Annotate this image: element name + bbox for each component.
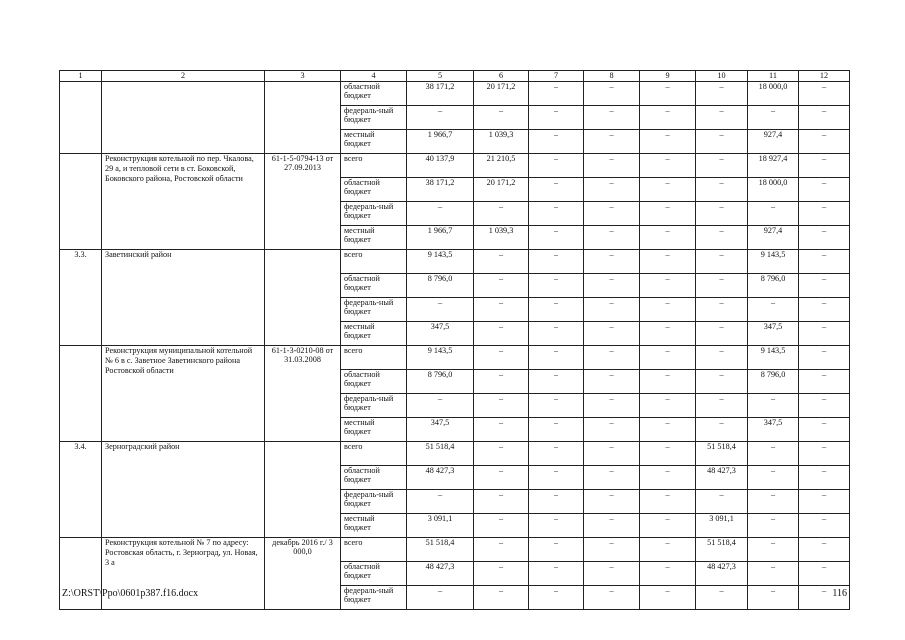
value-cell: – — [407, 394, 474, 418]
header-cell: 4 — [341, 71, 407, 82]
value-cell: – — [584, 130, 640, 154]
value-cell: – — [640, 322, 696, 346]
value-cell: – — [529, 226, 584, 250]
item-number-cell: 3.3. — [60, 250, 102, 346]
value-cell: 347,5 — [407, 322, 474, 346]
value-cell: – — [748, 394, 799, 418]
value-cell: – — [748, 106, 799, 130]
funding-source-cell: местный бюджет — [341, 514, 407, 538]
value-cell: 51 518,4 — [407, 538, 474, 562]
header-cell: 5 — [407, 71, 474, 82]
header-cell: 12 — [799, 71, 850, 82]
value-cell: 1 039,3 — [474, 130, 529, 154]
funding-source-cell: всего — [341, 346, 407, 370]
value-cell: – — [696, 82, 748, 106]
document-code-cell: декабрь 2016 г./ 3 000,0 — [265, 538, 341, 610]
funding-source-cell: всего — [341, 250, 407, 274]
value-cell: – — [474, 562, 529, 586]
value-cell: – — [799, 298, 850, 322]
value-cell: – — [696, 178, 748, 202]
header-cell: 7 — [529, 71, 584, 82]
value-cell: – — [799, 226, 850, 250]
value-cell: 1 039,3 — [474, 226, 529, 250]
value-cell: – — [529, 586, 584, 610]
value-cell: – — [640, 82, 696, 106]
value-cell: – — [640, 394, 696, 418]
value-cell: 9 143,5 — [407, 346, 474, 370]
value-cell: – — [640, 346, 696, 370]
object-name-cell: Зерноградский район — [102, 442, 265, 538]
value-cell: – — [584, 370, 640, 394]
header-cell: 1 — [60, 71, 102, 82]
value-cell: – — [696, 274, 748, 298]
value-cell: – — [529, 250, 584, 274]
value-cell: 3 091,1 — [696, 514, 748, 538]
value-cell: 20 171,2 — [474, 178, 529, 202]
funding-source-cell: местный бюджет — [341, 418, 407, 442]
funding-source-cell: всего — [341, 442, 407, 466]
value-cell: – — [696, 586, 748, 610]
value-cell: – — [799, 370, 850, 394]
value-cell: – — [748, 562, 799, 586]
value-cell: – — [474, 250, 529, 274]
value-cell: 347,5 — [748, 322, 799, 346]
value-cell: – — [696, 226, 748, 250]
funding-source-cell: всего — [341, 538, 407, 562]
value-cell: – — [799, 346, 850, 370]
value-cell: – — [799, 154, 850, 178]
value-cell: 1 966,7 — [407, 130, 474, 154]
value-cell: 9 143,5 — [748, 346, 799, 370]
value-cell: – — [696, 298, 748, 322]
value-cell: – — [696, 394, 748, 418]
value-cell: – — [529, 514, 584, 538]
value-cell: – — [640, 538, 696, 562]
value-cell: 51 518,4 — [696, 442, 748, 466]
value-cell: – — [529, 442, 584, 466]
value-cell: – — [799, 562, 850, 586]
value-cell: – — [799, 250, 850, 274]
value-cell: 38 171,2 — [407, 82, 474, 106]
funding-source-cell: федераль-ный бюджет — [341, 394, 407, 418]
object-name-cell: Заветинский район — [102, 250, 265, 346]
value-cell: – — [474, 274, 529, 298]
value-cell: 38 171,2 — [407, 178, 474, 202]
value-cell: – — [407, 202, 474, 226]
value-cell: 347,5 — [407, 418, 474, 442]
value-cell: – — [640, 202, 696, 226]
value-cell: – — [799, 178, 850, 202]
value-cell: – — [529, 82, 584, 106]
value-cell: 18 000,0 — [748, 82, 799, 106]
value-cell: 8 796,0 — [407, 370, 474, 394]
value-cell: – — [529, 274, 584, 298]
object-name-cell: Реконструкция котельной по пер. Чкалова, 29 а, и тепловой сети в ст. Боковской, Боковского района, Ростовской области — [102, 154, 265, 250]
funding-source-cell: областной бюджет — [341, 178, 407, 202]
value-cell: – — [474, 202, 529, 226]
value-cell: – — [640, 106, 696, 130]
object-name-cell: Реконструкция котельной № 7 по адресу: Ростовская область, г. Зерноград, ул. Новая, 3 а — [102, 538, 265, 610]
budget-table — [59, 70, 850, 610]
value-cell: – — [640, 562, 696, 586]
value-cell: – — [474, 322, 529, 346]
value-cell: – — [640, 154, 696, 178]
item-number-cell — [60, 82, 102, 154]
value-cell: – — [474, 394, 529, 418]
value-cell: – — [696, 346, 748, 370]
value-cell: – — [584, 82, 640, 106]
value-cell: – — [696, 322, 748, 346]
value-cell: 3 091,1 — [407, 514, 474, 538]
value-cell: – — [529, 466, 584, 490]
value-cell: – — [529, 538, 584, 562]
footer-file-path: Z:\ORST\Ppo\0601p387.f16.docx — [62, 588, 199, 599]
value-cell: – — [584, 490, 640, 514]
value-cell: 9 143,5 — [407, 250, 474, 274]
header-cell: 2 — [102, 71, 265, 82]
document-code-cell — [265, 82, 341, 154]
funding-source-cell: федераль-ный бюджет — [341, 298, 407, 322]
header-cell: 10 — [696, 71, 748, 82]
value-cell: – — [584, 418, 640, 442]
value-cell: – — [474, 106, 529, 130]
value-cell: – — [584, 274, 640, 298]
value-cell: – — [748, 586, 799, 610]
value-cell: – — [799, 82, 850, 106]
value-cell: 18 000,0 — [748, 178, 799, 202]
value-cell: – — [474, 298, 529, 322]
value-cell: 48 427,3 — [696, 466, 748, 490]
value-cell: – — [799, 586, 850, 610]
value-cell: – — [640, 274, 696, 298]
value-cell: – — [529, 154, 584, 178]
header-cell: 11 — [748, 71, 799, 82]
value-cell: – — [584, 298, 640, 322]
value-cell: – — [584, 250, 640, 274]
item-number-cell: 3.4. — [60, 442, 102, 538]
value-cell: – — [407, 298, 474, 322]
value-cell: – — [799, 514, 850, 538]
header-cell: 6 — [474, 71, 529, 82]
funding-source-cell: областной бюджет — [341, 274, 407, 298]
value-cell: – — [584, 226, 640, 250]
object-name-cell: Реконструкция муниципальной котельной № 6 в с. Заветное Заветинского района Ростовской области — [102, 346, 265, 442]
value-cell: – — [529, 106, 584, 130]
value-cell: – — [640, 466, 696, 490]
value-cell: – — [640, 370, 696, 394]
funding-source-cell: областной бюджет — [341, 562, 407, 586]
value-cell: – — [584, 322, 640, 346]
value-cell: 48 427,3 — [696, 562, 748, 586]
value-cell: – — [640, 586, 696, 610]
funding-source-cell: всего — [341, 154, 407, 178]
value-cell: – — [640, 298, 696, 322]
value-cell: 18 927,4 — [748, 154, 799, 178]
value-cell: – — [748, 514, 799, 538]
value-cell: – — [640, 442, 696, 466]
value-cell: – — [474, 346, 529, 370]
value-cell: – — [640, 418, 696, 442]
value-cell: – — [584, 346, 640, 370]
value-cell: – — [474, 490, 529, 514]
value-cell: – — [584, 394, 640, 418]
value-cell: – — [748, 466, 799, 490]
funding-source-cell: федераль-ный бюджет — [341, 586, 407, 610]
page-number: 116 — [832, 588, 847, 599]
funding-source-cell: местный бюджет — [341, 322, 407, 346]
value-cell: – — [529, 130, 584, 154]
value-cell: – — [696, 154, 748, 178]
header-cell: 8 — [584, 71, 640, 82]
value-cell: – — [799, 202, 850, 226]
value-cell: – — [640, 250, 696, 274]
value-cell: – — [696, 250, 748, 274]
value-cell: – — [584, 106, 640, 130]
value-cell: – — [474, 418, 529, 442]
value-cell: – — [696, 106, 748, 130]
value-cell: 48 427,3 — [407, 562, 474, 586]
table-body — [60, 71, 850, 610]
value-cell: – — [407, 106, 474, 130]
funding-source-cell: местный бюджет — [341, 130, 407, 154]
value-cell: – — [799, 274, 850, 298]
funding-source-cell: областной бюджет — [341, 370, 407, 394]
value-cell: – — [640, 514, 696, 538]
value-cell: – — [474, 514, 529, 538]
value-cell: – — [474, 442, 529, 466]
value-cell: – — [696, 202, 748, 226]
value-cell: – — [799, 466, 850, 490]
value-cell: – — [799, 130, 850, 154]
value-cell: 9 143,5 — [748, 250, 799, 274]
value-cell: 51 518,4 — [696, 538, 748, 562]
value-cell: – — [640, 490, 696, 514]
item-number-cell — [60, 154, 102, 250]
value-cell: – — [748, 298, 799, 322]
value-cell: – — [696, 418, 748, 442]
value-cell: 48 427,3 — [407, 466, 474, 490]
value-cell: – — [748, 202, 799, 226]
value-cell: – — [799, 490, 850, 514]
value-cell: – — [799, 418, 850, 442]
document-code-cell: 61-1-5-0794-13 от 27.09.2013 — [265, 154, 341, 250]
value-cell: – — [584, 154, 640, 178]
value-cell: – — [474, 466, 529, 490]
value-cell: – — [799, 442, 850, 466]
value-cell: – — [407, 490, 474, 514]
value-cell: – — [584, 514, 640, 538]
value-cell: 1 966,7 — [407, 226, 474, 250]
value-cell: – — [640, 226, 696, 250]
value-cell: – — [529, 394, 584, 418]
value-cell: – — [529, 346, 584, 370]
funding-source-cell: областной бюджет — [341, 82, 407, 106]
table-row — [60, 82, 850, 106]
value-cell: – — [799, 322, 850, 346]
value-cell: – — [584, 442, 640, 466]
value-cell: – — [696, 130, 748, 154]
table-row — [60, 250, 850, 274]
value-cell: – — [474, 538, 529, 562]
funding-source-cell: федераль-ный бюджет — [341, 106, 407, 130]
header-cell: 9 — [640, 71, 696, 82]
value-cell: – — [529, 418, 584, 442]
table-row — [60, 346, 850, 370]
value-cell: – — [529, 202, 584, 226]
value-cell: 927,4 — [748, 226, 799, 250]
value-cell: – — [584, 466, 640, 490]
value-cell: 927,4 — [748, 130, 799, 154]
table-row — [60, 538, 850, 562]
value-cell: 8 796,0 — [748, 274, 799, 298]
value-cell: – — [529, 562, 584, 586]
value-cell: – — [474, 370, 529, 394]
value-cell: – — [584, 202, 640, 226]
object-name-cell — [102, 82, 265, 154]
value-cell: 21 210,5 — [474, 154, 529, 178]
funding-source-cell: федераль-ный бюджет — [341, 490, 407, 514]
table-row — [60, 442, 850, 466]
document-code-cell — [265, 442, 341, 538]
value-cell: – — [640, 130, 696, 154]
value-cell: 51 518,4 — [407, 442, 474, 466]
value-cell: 8 796,0 — [407, 274, 474, 298]
value-cell: – — [584, 538, 640, 562]
value-cell: 8 796,0 — [748, 370, 799, 394]
value-cell: – — [407, 586, 474, 610]
value-cell: – — [748, 538, 799, 562]
value-cell: – — [640, 178, 696, 202]
document-code-cell — [265, 250, 341, 346]
value-cell: – — [529, 298, 584, 322]
value-cell: – — [474, 586, 529, 610]
table-row — [60, 154, 850, 178]
value-cell: – — [799, 394, 850, 418]
value-cell: – — [748, 490, 799, 514]
funding-source-cell: областной бюджет — [341, 466, 407, 490]
value-cell: – — [584, 586, 640, 610]
document-code-cell: 61-1-3-0210-08 от 31.03.2008 — [265, 346, 341, 442]
value-cell: – — [799, 106, 850, 130]
funding-source-cell: федераль-ный бюджет — [341, 202, 407, 226]
header-cell: 3 — [265, 71, 341, 82]
value-cell: – — [696, 370, 748, 394]
item-number-cell — [60, 346, 102, 442]
header-row — [60, 71, 850, 82]
value-cell: – — [529, 322, 584, 346]
value-cell: 20 171,2 — [474, 82, 529, 106]
value-cell: 40 137,9 — [407, 154, 474, 178]
value-cell: – — [748, 442, 799, 466]
value-cell: – — [584, 562, 640, 586]
funding-source-cell: местный бюджет — [341, 226, 407, 250]
value-cell: – — [529, 370, 584, 394]
value-cell: – — [584, 178, 640, 202]
value-cell: – — [799, 538, 850, 562]
value-cell: 347,5 — [748, 418, 799, 442]
value-cell: – — [529, 178, 584, 202]
value-cell: – — [696, 490, 748, 514]
value-cell: – — [529, 490, 584, 514]
